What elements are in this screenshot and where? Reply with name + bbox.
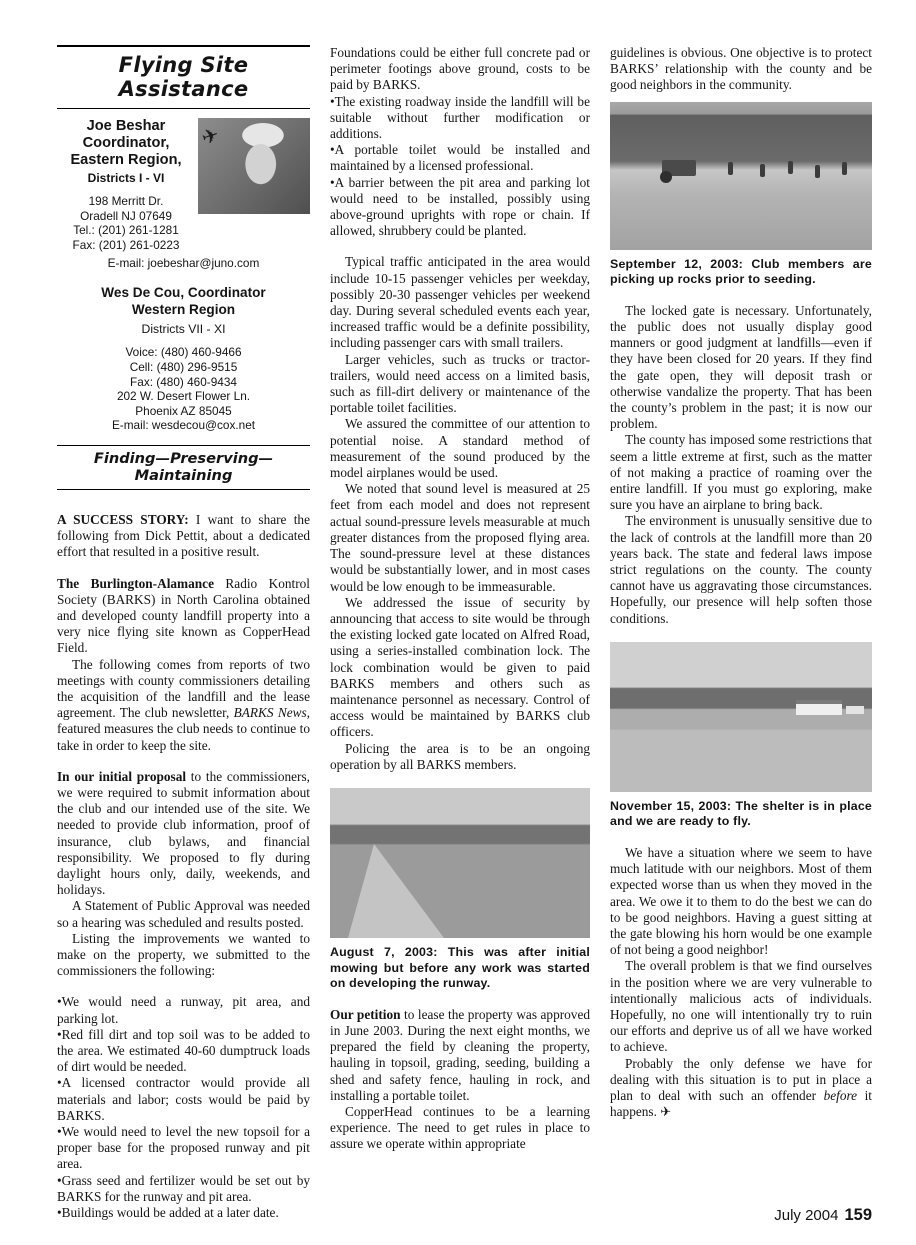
paragraph: guidelines is obvious. One objective is to protect BARKS’ relationship with the county and be good neighbors in the community. — [610, 45, 872, 93]
eastern-coordinator-info — [57, 118, 195, 252]
coordinator-districts: Districts VII - XI — [141, 322, 226, 337]
paragraph-text: I want to share the following from Dick Pettit, about a dedicated effort that resulted in a positive result. — [57, 511, 310, 560]
phone-line: Tel.: (201) 261-1281 — [73, 223, 179, 238]
address-line: 198 Merritt Dr. — [88, 194, 164, 208]
coordinator-role: Coordinator, — [82, 135, 170, 151]
paragraph: The overall problem is that we find ourselves in the position where we are very vulnerable to intentionally malicious acts of individuals. Hopefully, no one will intentionally try to ruin our efforts and deprive us of all we have worked to achieve. — [610, 958, 872, 1055]
paragraph-lead: In our initial proposal — [57, 768, 187, 784]
bullet-item: •A licensed contractor would provide all materials and labor; costs would be paid by BARKS. — [57, 1075, 310, 1123]
voice-line: Voice: (480) 460-9466 — [125, 345, 242, 360]
bullet-item: •We would need to level the new topsoil for a proper base for the proposed runway and pit area. — [57, 1124, 310, 1172]
paragraph: Typical traffic anticipated in the area would include 10-15 passenger vehicles per weekday, possibly 20-30 passenger vehicles per weekend day. During several scheduled events each year, increased traffic would be a definite possibility, including passenger cars with small trailers. — [330, 254, 590, 351]
person-shape — [728, 162, 733, 175]
paragraph: A Statement of Public Approval was needed so a hearing was scheduled and results posted. — [57, 898, 310, 930]
column-title: Flying Site Assistance — [118, 53, 249, 101]
western-contact — [57, 345, 310, 433]
masthead — [57, 45, 310, 512]
eastern-contact — [57, 194, 195, 252]
joe-beshar-portrait-photo — [198, 118, 310, 214]
car-shape — [846, 706, 864, 714]
paragraph-text: it happens. — [610, 1088, 872, 1120]
tractor-shape — [662, 160, 696, 176]
middle-column — [330, 45, 590, 1153]
shelter-shape — [796, 700, 842, 715]
paragraph-lead: The Burlington-Alamance — [57, 575, 214, 591]
emphasis-word: before — [823, 1088, 858, 1104]
coordinator-name: Wes De Cou, Coordinator — [101, 285, 266, 301]
person-shape — [760, 164, 765, 177]
tagline: Finding—Preserving—Maintaining — [93, 449, 274, 484]
bullet-item: •Red fill dirt and top soil was to be added to the area. We estimated 40-60 dumptruck loads of dirt would be needed. — [57, 1026, 310, 1075]
paragraph: We assured the committee of our attention to potential noise. A standard method of measurement of the sound produced by the model airplanes would be used. — [330, 416, 590, 481]
page-number: 159 — [844, 1206, 872, 1224]
person-shape — [815, 165, 820, 178]
paragraph — [57, 576, 310, 657]
coordinator-region: Western Region — [131, 301, 236, 317]
paragraph-lead: Our petition — [330, 1006, 401, 1022]
bullet-item: •A portable toilet would be installed and maintained by a licensed professional. — [330, 142, 590, 174]
airplane-silhouette-icon: ✈ — [199, 123, 222, 151]
bullet-item: •We would need a runway, pit area, and parking lot. — [57, 994, 310, 1026]
photo-caption: September 12, 2003: Club members are picking up rocks prior to seeding. — [610, 256, 872, 287]
email-line: E-mail: wesdecou@cox.net — [111, 418, 256, 433]
november-shelter-photo — [610, 642, 872, 792]
paragraph: We addressed the issue of security by announcing that access to site would be through the existing locked gate located on Alfred Road, using a series-installed combination lock. The lock combination would be given to paid BARKS members and others such as maintenance personnel as necessary. Control of access would be maintained by BARKS club officers. — [330, 594, 590, 740]
person-shape — [842, 162, 847, 175]
paragraph-text: to lease the property was approved in June 2003. During the next eight months, we prepared the field by cleaning the property, hauling in topsoil, grading, seeding, building a shed and safety fence, hauling in rock, and installing a portable toilet. — [330, 1006, 590, 1103]
paragraph: Listing the improvements we wanted to make on the property, we submitted to the commissioners the following: — [57, 930, 310, 979]
coordinator-districts: Districts I - VI — [87, 171, 165, 185]
airplane-dingbat-icon: ✈ — [660, 1104, 672, 1120]
paragraph: We have a situation where we seem to have much latitude with our neighbors. Most of them expected worse than us when they moved in the area. We owe it to them to do the best we can do to be good neighbors. Having a guest sitting at the gate blowing his horn would be one example of not being a good neighbor! — [610, 845, 872, 958]
paragraph: Larger vehicles, such as trucks or tractor-trailers, would need access on a limited basis, such as fill-dirt delivery or maintenance of the portable toilet facilities. — [330, 351, 590, 416]
page-footer — [774, 1206, 872, 1225]
address-line: Oradell NJ 07649 — [80, 208, 172, 223]
paragraph: The locked gate is necessary. Unfortunately, the public does not usually display good manners or good judgment at landfills—even if they have been closed for 20 years. If they find the gate open, they will deposit trash or otherwise vandalize the property. That has been the county’s problem in the past; it is now our problem. — [610, 302, 872, 432]
august-field-photo — [330, 788, 590, 938]
paragraph — [330, 1007, 590, 1104]
photo-caption: August 7, 2003: This was after initial mowing but before any work was started on developing the runway. — [330, 944, 590, 991]
paragraph-text: Probably the only defense we have for dealing with this situation is to put in place a plan to deal with such an offender — [610, 1055, 872, 1104]
paragraph-text: featured measures the club needs to continue to take in order to keep the site. — [57, 721, 310, 753]
eastern-email: E-mail: joebeshar@juno.com — [107, 256, 260, 271]
person-shape — [788, 161, 793, 174]
bullet-item: •A barrier between the pit area and parking lot would need to be installed, possibly using above-ground uprights with rope or chain. If allowed, shrubbery could be planted. — [330, 174, 590, 239]
photo-caption: November 15, 2003: The shelter is in place and we are ready to fly. — [610, 798, 872, 829]
coordinator-name: Joe Beshar — [86, 118, 166, 134]
bullet-item: •Buildings would be added at a later date. — [57, 1205, 279, 1221]
western-coordinator-block — [57, 285, 310, 433]
address-line: 202 W. Desert Flower Ln. — [116, 389, 251, 404]
paragraph: Foundations could be either full concrete pad or perimeter footings above ground, costs to be paid by BARKS. — [330, 45, 590, 93]
coordinator-region: Eastern Region, — [70, 152, 182, 168]
bullet-item: •The existing roadway inside the landfill will be suitable without further modification or additions. — [330, 93, 590, 142]
fax-line: Fax: (480) 460-9434 — [130, 374, 237, 389]
cell-line: Cell: (480) 296-9515 — [129, 359, 238, 374]
newsletter-title: BARKS News, — [233, 705, 310, 721]
issue-date: July 2004 — [774, 1207, 839, 1224]
title-rule — [57, 108, 310, 109]
eastern-coordinator-block — [57, 118, 310, 252]
paragraph — [610, 1056, 872, 1121]
paragraph-text: The following comes from reports of two meetings with county commissioners detailing the acquisition of the landfill and the lease agreement. The club newsletter, — [57, 656, 310, 721]
paragraph-text: Radio Kontrol Society (BARKS) in North Carolina obtained and developed county landfill property into a very nice flying site known as CopperHead Field. — [57, 575, 310, 656]
paragraph-lead: A SUCCESS STORY: — [57, 511, 189, 527]
paragraph: Policing the area is to be an ongoing operation by all BARKS members. — [330, 740, 590, 772]
paragraph: CopperHead continues to be a learning experience. The need to get rules in place to assure we operate within appropriate — [330, 1103, 590, 1152]
address-line: Phoenix AZ 85045 — [135, 403, 232, 418]
september-rocks-photo — [610, 102, 872, 250]
paragraph — [57, 769, 310, 899]
paragraph: We noted that sound level is measured at 25 feet from each model and does not represent actual sound-pressure levels measurable at much greater distances from the proposed flying area. The sound-pressure level at these distances would be substantially lower, and in most cases would be low enough to be immeasurable. — [330, 481, 590, 594]
bullet-item: •Grass seed and fertilizer would be set out by BARKS for the runway and pit area. — [57, 1172, 310, 1204]
road-shape — [348, 844, 444, 938]
paragraph: The environment is unusually sensitive due to the lack of controls at the landfill more than 20 years back. The state and federal laws impose strict regulations on the county. The county cannot have us aggravating those circumstances. Hopefully, our presence will help soften those conditions. — [610, 513, 872, 626]
paragraph: The county has imposed some restrictions that seem a little extreme at first, such as the matter of not making a practice of roaming over the entire landfill. If you must go exploring, make sure you have an airplane to bring back. — [610, 432, 872, 513]
left-column — [57, 45, 310, 1221]
paragraph — [57, 512, 310, 561]
paragraph-text: to the commissioners, we were required to submit information about the club and our intended use of the site. We needed to provide club information, proof of insurance, club bylaws, and financial responsibility. We proposed to fly during daylight hours only, daily, weekends, and holidays. — [57, 768, 310, 898]
fax-line: Fax: (201) 261-0223 — [72, 237, 180, 252]
paragraph — [57, 657, 310, 754]
right-column — [610, 45, 872, 1121]
tagline-block — [57, 445, 310, 490]
